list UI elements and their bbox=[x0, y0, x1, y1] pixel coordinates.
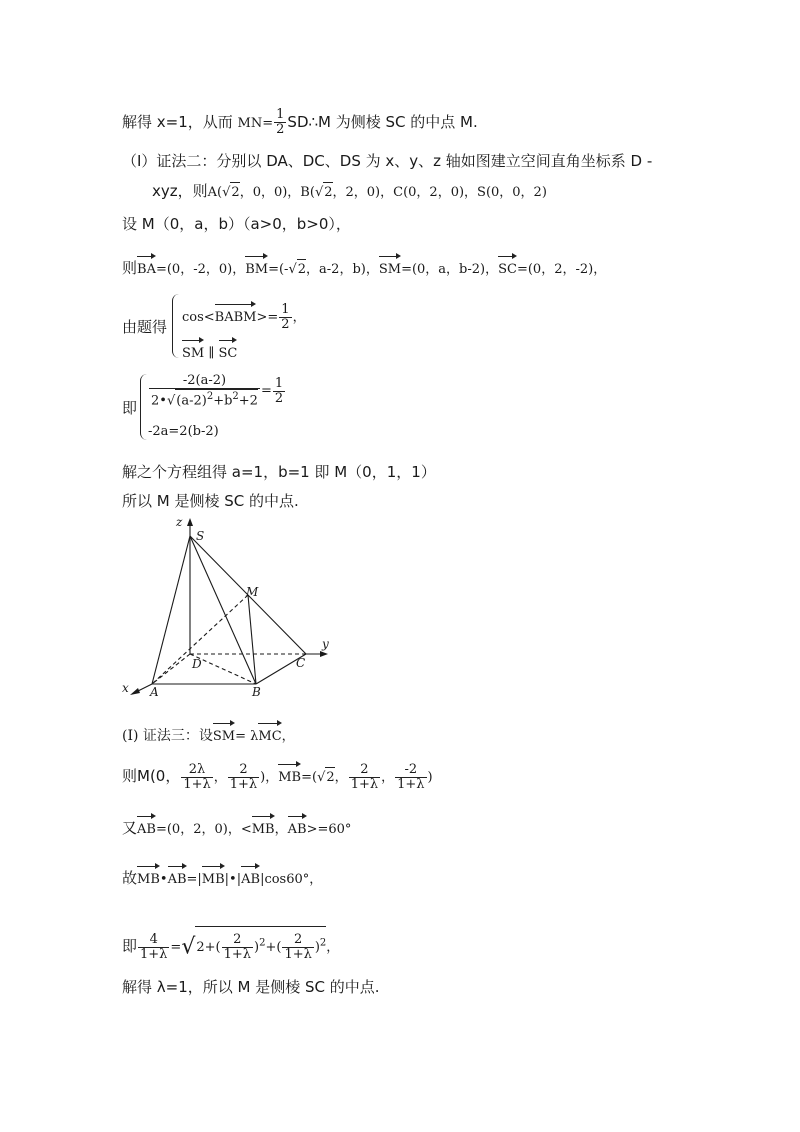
text-line-5: 则BA=(0，-2，0)，BM=(-√2，a-2，b)，SM=(0，a，b-2)，SC=(0，2，-2)， bbox=[122, 254, 606, 280]
line12-a: 又 bbox=[122, 819, 138, 837]
line13-d: |•| bbox=[224, 872, 242, 887]
den-a: 2• bbox=[151, 393, 167, 409]
frac-num: 2 bbox=[349, 763, 380, 778]
frac-num: 1 bbox=[274, 375, 284, 391]
frac-den: 1+λ bbox=[284, 947, 312, 962]
line5-a: 则 bbox=[122, 259, 138, 277]
gt-eq: >= bbox=[256, 310, 279, 325]
line1-text-c: SD∴M 为侧棱 SC 的中点 M. bbox=[287, 113, 478, 131]
den-e: 2 bbox=[232, 391, 239, 402]
line5-e: ，a-2，b)， bbox=[306, 262, 379, 277]
text-line-13 bbox=[122, 864, 322, 890]
frac-num: 2 bbox=[228, 763, 259, 778]
text-line-2: （Ⅰ）证法二：分别以 DA、DC、DS 为 x、y、z 轴如图建立空间直角坐标系 D - bbox=[122, 152, 653, 170]
system1-row1 bbox=[182, 302, 306, 332]
frac-num: 1 bbox=[281, 302, 290, 317]
vector-mb-3: MB bbox=[137, 864, 160, 890]
line3-math: A(√2，0，0)，B(√2，2，0)，C(0，2，0)，S(0，0，2) bbox=[208, 185, 547, 200]
line3-text-a: xyz，则 bbox=[152, 182, 208, 200]
fraction-half-2 bbox=[279, 303, 291, 332]
comma: ， bbox=[326, 940, 340, 955]
line3-b: A( bbox=[207, 185, 223, 200]
text-line-1 bbox=[122, 108, 478, 137]
system2-row2: -2a=2(b-2) bbox=[148, 424, 219, 439]
line6-lead: 由题得 bbox=[122, 318, 168, 336]
line5-b: =(0，-2，0)， bbox=[155, 262, 246, 277]
paren: ) bbox=[254, 940, 260, 955]
vector-ab-2: AB bbox=[288, 814, 307, 840]
line1-math-mn: MN= bbox=[237, 116, 274, 131]
line12-d: >=60° bbox=[306, 822, 352, 837]
frac-den: 1+λ bbox=[229, 777, 258, 792]
fraction-3 bbox=[349, 763, 380, 792]
frac-num: 2 bbox=[282, 933, 313, 948]
text-line-10 bbox=[122, 721, 295, 747]
frac-den: 1+λ bbox=[223, 947, 252, 962]
label-b: B bbox=[252, 685, 261, 699]
fraction-2 bbox=[228, 763, 259, 792]
edge-mb bbox=[248, 595, 256, 684]
plus: +( bbox=[265, 940, 282, 955]
text-line-15: 解得 λ=1，所以 M 是侧棱 SC 的中点. bbox=[122, 978, 380, 996]
sqrt-den bbox=[175, 389, 258, 408]
den-b: (a-2) bbox=[176, 393, 207, 409]
line3-d: ，0，0)，B( bbox=[239, 185, 315, 200]
sqrt-big bbox=[195, 926, 326, 962]
parallel-sign: ∥ bbox=[204, 346, 219, 361]
line12-b: =(0，2，0)，< bbox=[155, 822, 252, 837]
vector-mb-4: MB bbox=[202, 864, 225, 890]
frac-num: -2(a-2) bbox=[149, 374, 260, 389]
vector-mc: MC bbox=[258, 721, 281, 747]
line14-c: 2+( bbox=[196, 940, 221, 955]
eq-sign: = bbox=[260, 383, 272, 399]
line3-f: ，2，0)，C(0，2，0)，S(0，0，2) bbox=[332, 185, 547, 200]
den-d: +b bbox=[213, 393, 233, 409]
edge-sa bbox=[152, 536, 190, 684]
system1-row2 bbox=[182, 338, 237, 364]
line10-c: ， bbox=[281, 729, 295, 744]
fraction-7 bbox=[282, 933, 313, 962]
sqrt-2-a: 2 bbox=[230, 182, 239, 203]
vector-sm-2: SM bbox=[182, 338, 204, 364]
line1-text-a: 解得 x=1，从而 bbox=[122, 113, 233, 131]
sqrt-2-d: 2 bbox=[325, 767, 334, 788]
power-2: 2 bbox=[319, 937, 327, 949]
frac-den: 1+λ bbox=[183, 777, 211, 792]
line11-c: )， bbox=[260, 770, 279, 785]
frac-num: 1 bbox=[276, 107, 285, 122]
line5-g: =(0，2，-2)， bbox=[516, 262, 607, 277]
text-line-11: 则M(0， $\frac{2\lambda}{1+\lambda}$ ， $\frac{2}{1+\lambda}$ )，MB=(√2， $\frac{2}{1+\lambda}$ ， $\frac{-2}{1+\lambda}$ ) bbox=[122, 762, 433, 792]
line10-a: (Ⅰ) 证法三：设 bbox=[122, 728, 213, 744]
den-c: 2 bbox=[206, 391, 214, 402]
vector-ab-4: AB bbox=[241, 864, 260, 890]
line5-f: =(0，a，b-2)， bbox=[401, 262, 499, 277]
fraction-5 bbox=[138, 933, 169, 962]
vector-mb: MB bbox=[278, 762, 301, 788]
text-line-3 bbox=[152, 181, 547, 203]
fraction-half-3 bbox=[273, 377, 285, 406]
fraction-4 bbox=[395, 763, 426, 792]
label-m: M bbox=[246, 585, 259, 599]
cos-label: cos< bbox=[182, 310, 215, 325]
vector-ba-bm: BABM bbox=[215, 302, 257, 328]
fraction-1 bbox=[181, 763, 212, 792]
vector-mb-2: MB bbox=[252, 814, 275, 840]
x-arrow-icon bbox=[130, 688, 140, 695]
frac-num: 2λ bbox=[181, 763, 212, 778]
vector-sc-2: SC bbox=[219, 338, 238, 364]
frac-num: 2 bbox=[222, 933, 253, 948]
frac-den: 2 bbox=[274, 390, 284, 406]
vector-ba: BA bbox=[137, 254, 156, 280]
den-f: +2 bbox=[238, 393, 258, 409]
text-line-12 bbox=[122, 814, 351, 840]
line13-c: =| bbox=[186, 872, 202, 887]
y-arrow-icon bbox=[320, 651, 328, 657]
text-line-4: 设 M（0，a，b）（a>0，b>0）， bbox=[122, 215, 351, 233]
label-x: x bbox=[122, 681, 129, 695]
line14-a: 即 bbox=[122, 937, 138, 955]
label-s: S bbox=[196, 529, 205, 543]
z-arrow-icon bbox=[187, 518, 193, 526]
frac-den: 1+λ bbox=[140, 947, 168, 962]
frac-den: 1+λ bbox=[397, 777, 425, 792]
line11-d: =( bbox=[301, 770, 318, 785]
frac-num: 4 bbox=[138, 933, 169, 948]
comma: ， bbox=[213, 770, 227, 785]
x-axis-hidden bbox=[152, 654, 190, 684]
vector-sm: SM bbox=[379, 254, 401, 280]
line13-a: 故 bbox=[122, 869, 138, 887]
vector-sm-3: SM bbox=[213, 721, 235, 747]
frac-den: $2•√(a-2)^2+b^2+2$ bbox=[151, 391, 258, 409]
system-brace-2 bbox=[140, 374, 147, 440]
label-y: y bbox=[322, 637, 329, 651]
line7-lead: 即 bbox=[122, 399, 138, 417]
system2-row1 bbox=[148, 374, 286, 408]
power-2: 2 bbox=[259, 937, 266, 949]
eq-sign: = bbox=[170, 940, 182, 955]
comma: ， bbox=[381, 770, 395, 785]
comma: ， bbox=[292, 310, 306, 325]
fraction-cos-formula bbox=[149, 374, 260, 408]
label-a: A bbox=[150, 685, 159, 699]
sqrt-2-c: 2 bbox=[297, 259, 306, 280]
frac-den: 2 bbox=[276, 122, 285, 137]
vector-ab-3: AB bbox=[168, 864, 187, 890]
system-brace-1 bbox=[172, 294, 179, 358]
line13-e: |cos60°， bbox=[260, 872, 323, 887]
label-z: z bbox=[176, 515, 183, 529]
vector-ab: AB bbox=[137, 814, 156, 840]
fraction-half bbox=[274, 108, 286, 137]
line5-c: =(- bbox=[268, 262, 289, 277]
sqrt-2-b: 2 bbox=[323, 182, 332, 203]
comma: ， bbox=[334, 770, 348, 785]
text-line-14: 即 $\frac{4}{1+\lambda}$ =√2+( $\frac{2}{1+\lambda}$ )$^2$+( $\frac{2}{1+\lambda}$ )$^2$， bbox=[122, 926, 339, 962]
frac-den: 1+λ bbox=[350, 777, 379, 792]
fraction-6 bbox=[222, 933, 253, 962]
label-d: D bbox=[192, 657, 202, 671]
line10-b: = λ bbox=[235, 729, 259, 744]
label-c: C bbox=[296, 656, 306, 670]
frac-den: 2 bbox=[281, 317, 290, 332]
line11-a: 则M(0， bbox=[122, 767, 181, 785]
frac-num: -2 bbox=[395, 763, 426, 778]
text-line-9: 所以 M 是侧棱 SC 的中点. bbox=[122, 492, 299, 510]
dot: • bbox=[159, 872, 168, 887]
comma: ， bbox=[274, 822, 288, 837]
line11-h: ) bbox=[427, 770, 433, 785]
vector-sc: SC bbox=[498, 254, 517, 280]
vector-bm: BM bbox=[245, 254, 268, 280]
text-line-8: 解之个方程组得 a=1，b=1 即 M（0，1，1） bbox=[122, 463, 436, 481]
pyramid-figure bbox=[118, 514, 333, 699]
paren: ) bbox=[314, 940, 320, 955]
